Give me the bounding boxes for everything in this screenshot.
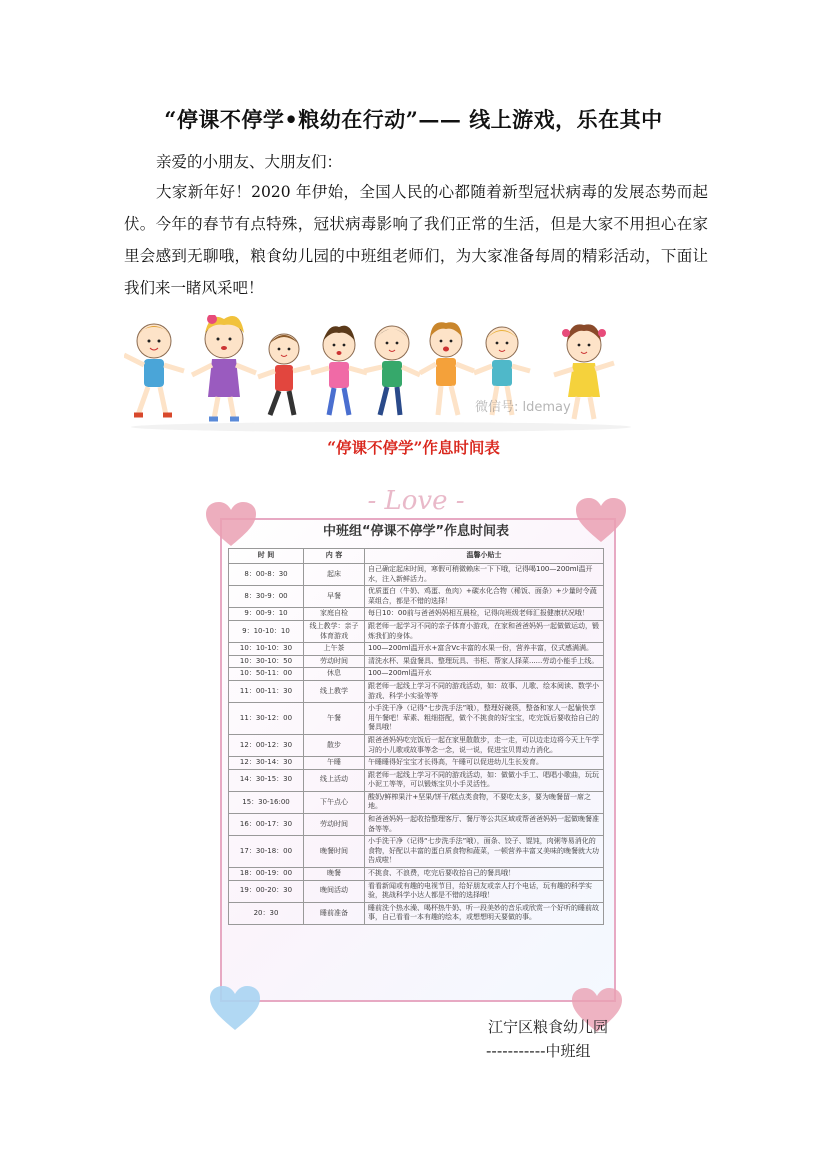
row-time: 10：50-11：00 xyxy=(229,668,304,681)
row-note: 睡前洗个热水澡、喝杯热牛奶、听一段美妙的音乐或欣赏一个好听的睡前故事，自己看看一本有趣的绘本，或想想明天要做的事。 xyxy=(365,902,604,924)
table-row xyxy=(229,668,604,681)
row-time: 19：00-20：30 xyxy=(229,880,304,902)
row-content: 线上教学 xyxy=(304,680,365,702)
row-time: 17：30-18：00 xyxy=(229,836,304,868)
row-note: 不挑食、不浪费，吃完后要收拾自己的餐具哦！ xyxy=(365,868,604,881)
row-note: 小手洗干净（记得“七步洗手法”哦），面条、饺子、馄饨，肉粥等易消化的食物，好配以丰富的蛋白质食物和蔬菜，一顿营养丰富又美味的晚餐就大功告成啦！ xyxy=(365,836,604,868)
table-row xyxy=(229,680,604,702)
signature-group: -----------中班组 xyxy=(486,1042,591,1060)
schedule-table xyxy=(228,548,604,925)
row-time: 8：00-8：30 xyxy=(229,564,304,586)
row-time: 9：10-10：10 xyxy=(229,620,304,642)
row-note: 跟爸爸妈妈吃完饭后一起在家里散散步，走一走，可以边走边将今天上午学习的小儿歌或故事等念一念，说一说，促进宝贝胃动力消化。 xyxy=(365,734,604,756)
table-row xyxy=(229,564,604,586)
header-time: 时 间 xyxy=(229,549,304,564)
row-content: 午餐 xyxy=(304,703,365,735)
row-content: 午睡 xyxy=(304,757,365,770)
table-row xyxy=(229,643,604,656)
row-note: 和爸爸妈妈一起收拾整理客厅、餐厅等公共区域或帮爸爸妈妈一起做晚餐准备等等。 xyxy=(365,814,604,836)
row-content: 晚餐时间 xyxy=(304,836,365,868)
body-paragraph: 大家新年好！2020 年伊始，全国人民的心都随着新型冠状病毒的发展态势而起伏。今年的春节有点特殊，冠状病毒影响了我们正常的生活，但是大家不用担心在家里会感到无聊哦，粮食幼儿园的中班组老师们，为大家准备每周的精彩活动，下面让我们来一睹风采吧！ xyxy=(124,183,708,297)
row-time: 15：30-16:00 xyxy=(229,791,304,813)
row-time: 11：30-12：00 xyxy=(229,703,304,735)
table-row xyxy=(229,880,604,902)
header-content: 内 容 xyxy=(304,549,365,564)
row-time: 10：10-10：30 xyxy=(229,643,304,656)
table-header-row xyxy=(229,549,604,564)
love-decoration: - Love - xyxy=(367,486,465,516)
row-note: 优质蛋白（牛奶、鸡蛋、鱼肉）+碳水化合物（稀饭、面条）+少量时令蔬菜组合，都是不错的选择！ xyxy=(365,586,604,608)
row-time: 18：00-19：00 xyxy=(229,868,304,881)
row-note: 跟老师一起线上学习不同的游戏活动，如：故事、儿歌、绘本阅读、数学小游戏、科学小实验等等 xyxy=(365,680,604,702)
row-note: 跟老师一起线上学习不同的游戏活动，如：做做小手工、唱唱小歌曲，玩玩小泥工等等，可以锻炼宝贝小手灵活性。 xyxy=(365,769,604,791)
row-note: 酸奶/鲜榨果汁+坚果/饼干/糕点类食物，不要吃太多，要为晚餐留一席之地。 xyxy=(365,791,604,813)
header-tips: 温馨小贴士 xyxy=(365,549,604,564)
dancing-children-image xyxy=(124,315,638,433)
row-note: 看看新闻或有趣的电视节目，给好朋友或亲人打个电话，玩有趣的科学实验，挑战科学小达人都是不错的选择哦！ xyxy=(365,880,604,902)
children-illustration xyxy=(124,315,638,433)
row-time: 11：00-11：30 xyxy=(229,680,304,702)
schedule-heading: “停课不停学”作息时间表 xyxy=(327,438,500,457)
table-row xyxy=(229,655,604,668)
row-note: 小手洗干净（记得“七步洗手法”哦），整理好碗筷，整备和家人一起愉快享用午餐吧！荤素、粗细搭配，做个不挑食的好宝宝，吃完饭后要收拾自己的餐具哦！ xyxy=(365,703,604,735)
row-content: 睡前准备 xyxy=(304,902,365,924)
row-time: 12：30-14：30 xyxy=(229,757,304,770)
table-row xyxy=(229,902,604,924)
row-note: 100—200ml温开水+富含Vc丰富的水果一份，营养丰富，仪式感满满。 xyxy=(365,643,604,656)
schedule-card xyxy=(206,488,626,1018)
table-row xyxy=(229,791,604,813)
row-note: 清洗水杯、果盘餐具、整理玩具、书柜、帮家人择菜......劳动小能手上线。 xyxy=(365,655,604,668)
heart-icon xyxy=(210,986,260,1032)
row-note: 跟老师一起学习不同的亲子体育小游戏，在家和爸爸妈妈一起做做运动，锻炼我们的身体。 xyxy=(365,620,604,642)
row-content: 起床 xyxy=(304,564,365,586)
row-content: 晚间活动 xyxy=(304,880,365,902)
row-content: 下午点心 xyxy=(304,791,365,813)
row-content: 早餐 xyxy=(304,586,365,608)
image-watermark: 微信号: ldemay xyxy=(475,400,571,415)
row-time: 12：00-12：30 xyxy=(229,734,304,756)
table-row xyxy=(229,586,604,608)
table-row xyxy=(229,608,604,621)
row-time: 16：00-17：30 xyxy=(229,814,304,836)
row-time: 9：00-9：10 xyxy=(229,608,304,621)
table-row xyxy=(229,868,604,881)
table-row xyxy=(229,757,604,770)
row-content: 劳动时间 xyxy=(304,655,365,668)
table-row xyxy=(229,620,604,642)
signature-org: 江宁区粮食幼儿园 xyxy=(488,1018,609,1036)
row-content: 线上教学：亲子体育游戏 xyxy=(304,620,365,642)
table-row xyxy=(229,836,604,868)
row-time: 10：30-10：50 xyxy=(229,655,304,668)
row-note: 100—200ml温开水 xyxy=(365,668,604,681)
row-time: 14：30-15：30 xyxy=(229,769,304,791)
row-content: 散步 xyxy=(304,734,365,756)
heart-icon xyxy=(206,502,256,548)
child-figure xyxy=(124,324,184,415)
table-row xyxy=(229,734,604,756)
row-content: 休息 xyxy=(304,668,365,681)
row-time: 20：30 xyxy=(229,902,304,924)
row-content: 劳动时间 xyxy=(304,814,365,836)
row-content: 线上活动 xyxy=(304,769,365,791)
heart-icon xyxy=(576,498,626,544)
table-row xyxy=(229,703,604,735)
card-title: 中班组“停课不停学”作息时间表 xyxy=(322,524,510,539)
row-note: 自己确定起床时间，寒假可稍微赖床一下下哦，记得喝100—200ml温开水，注入新鲜活力。 xyxy=(365,564,604,586)
row-content: 家庭自检 xyxy=(304,608,365,621)
table-row xyxy=(229,769,604,791)
row-content: 晚餐 xyxy=(304,868,365,881)
row-note: 午睡睡得好宝宝才长得高，午睡可以促进幼儿生长发育。 xyxy=(365,757,604,770)
greeting: 亲爱的小朋友、大朋友们： xyxy=(156,153,343,171)
table-row xyxy=(229,814,604,836)
row-time: 8：30-9：00 xyxy=(229,586,304,608)
row-note: 每日10：00前与爸爸妈妈相互晨检，记得向班级老师汇报健康状况哦！ xyxy=(365,608,604,621)
row-content: 上午茶 xyxy=(304,643,365,656)
page-title: “停课不停学•粮幼在行动”—— 线上游戏，乐在其中 xyxy=(164,107,663,132)
